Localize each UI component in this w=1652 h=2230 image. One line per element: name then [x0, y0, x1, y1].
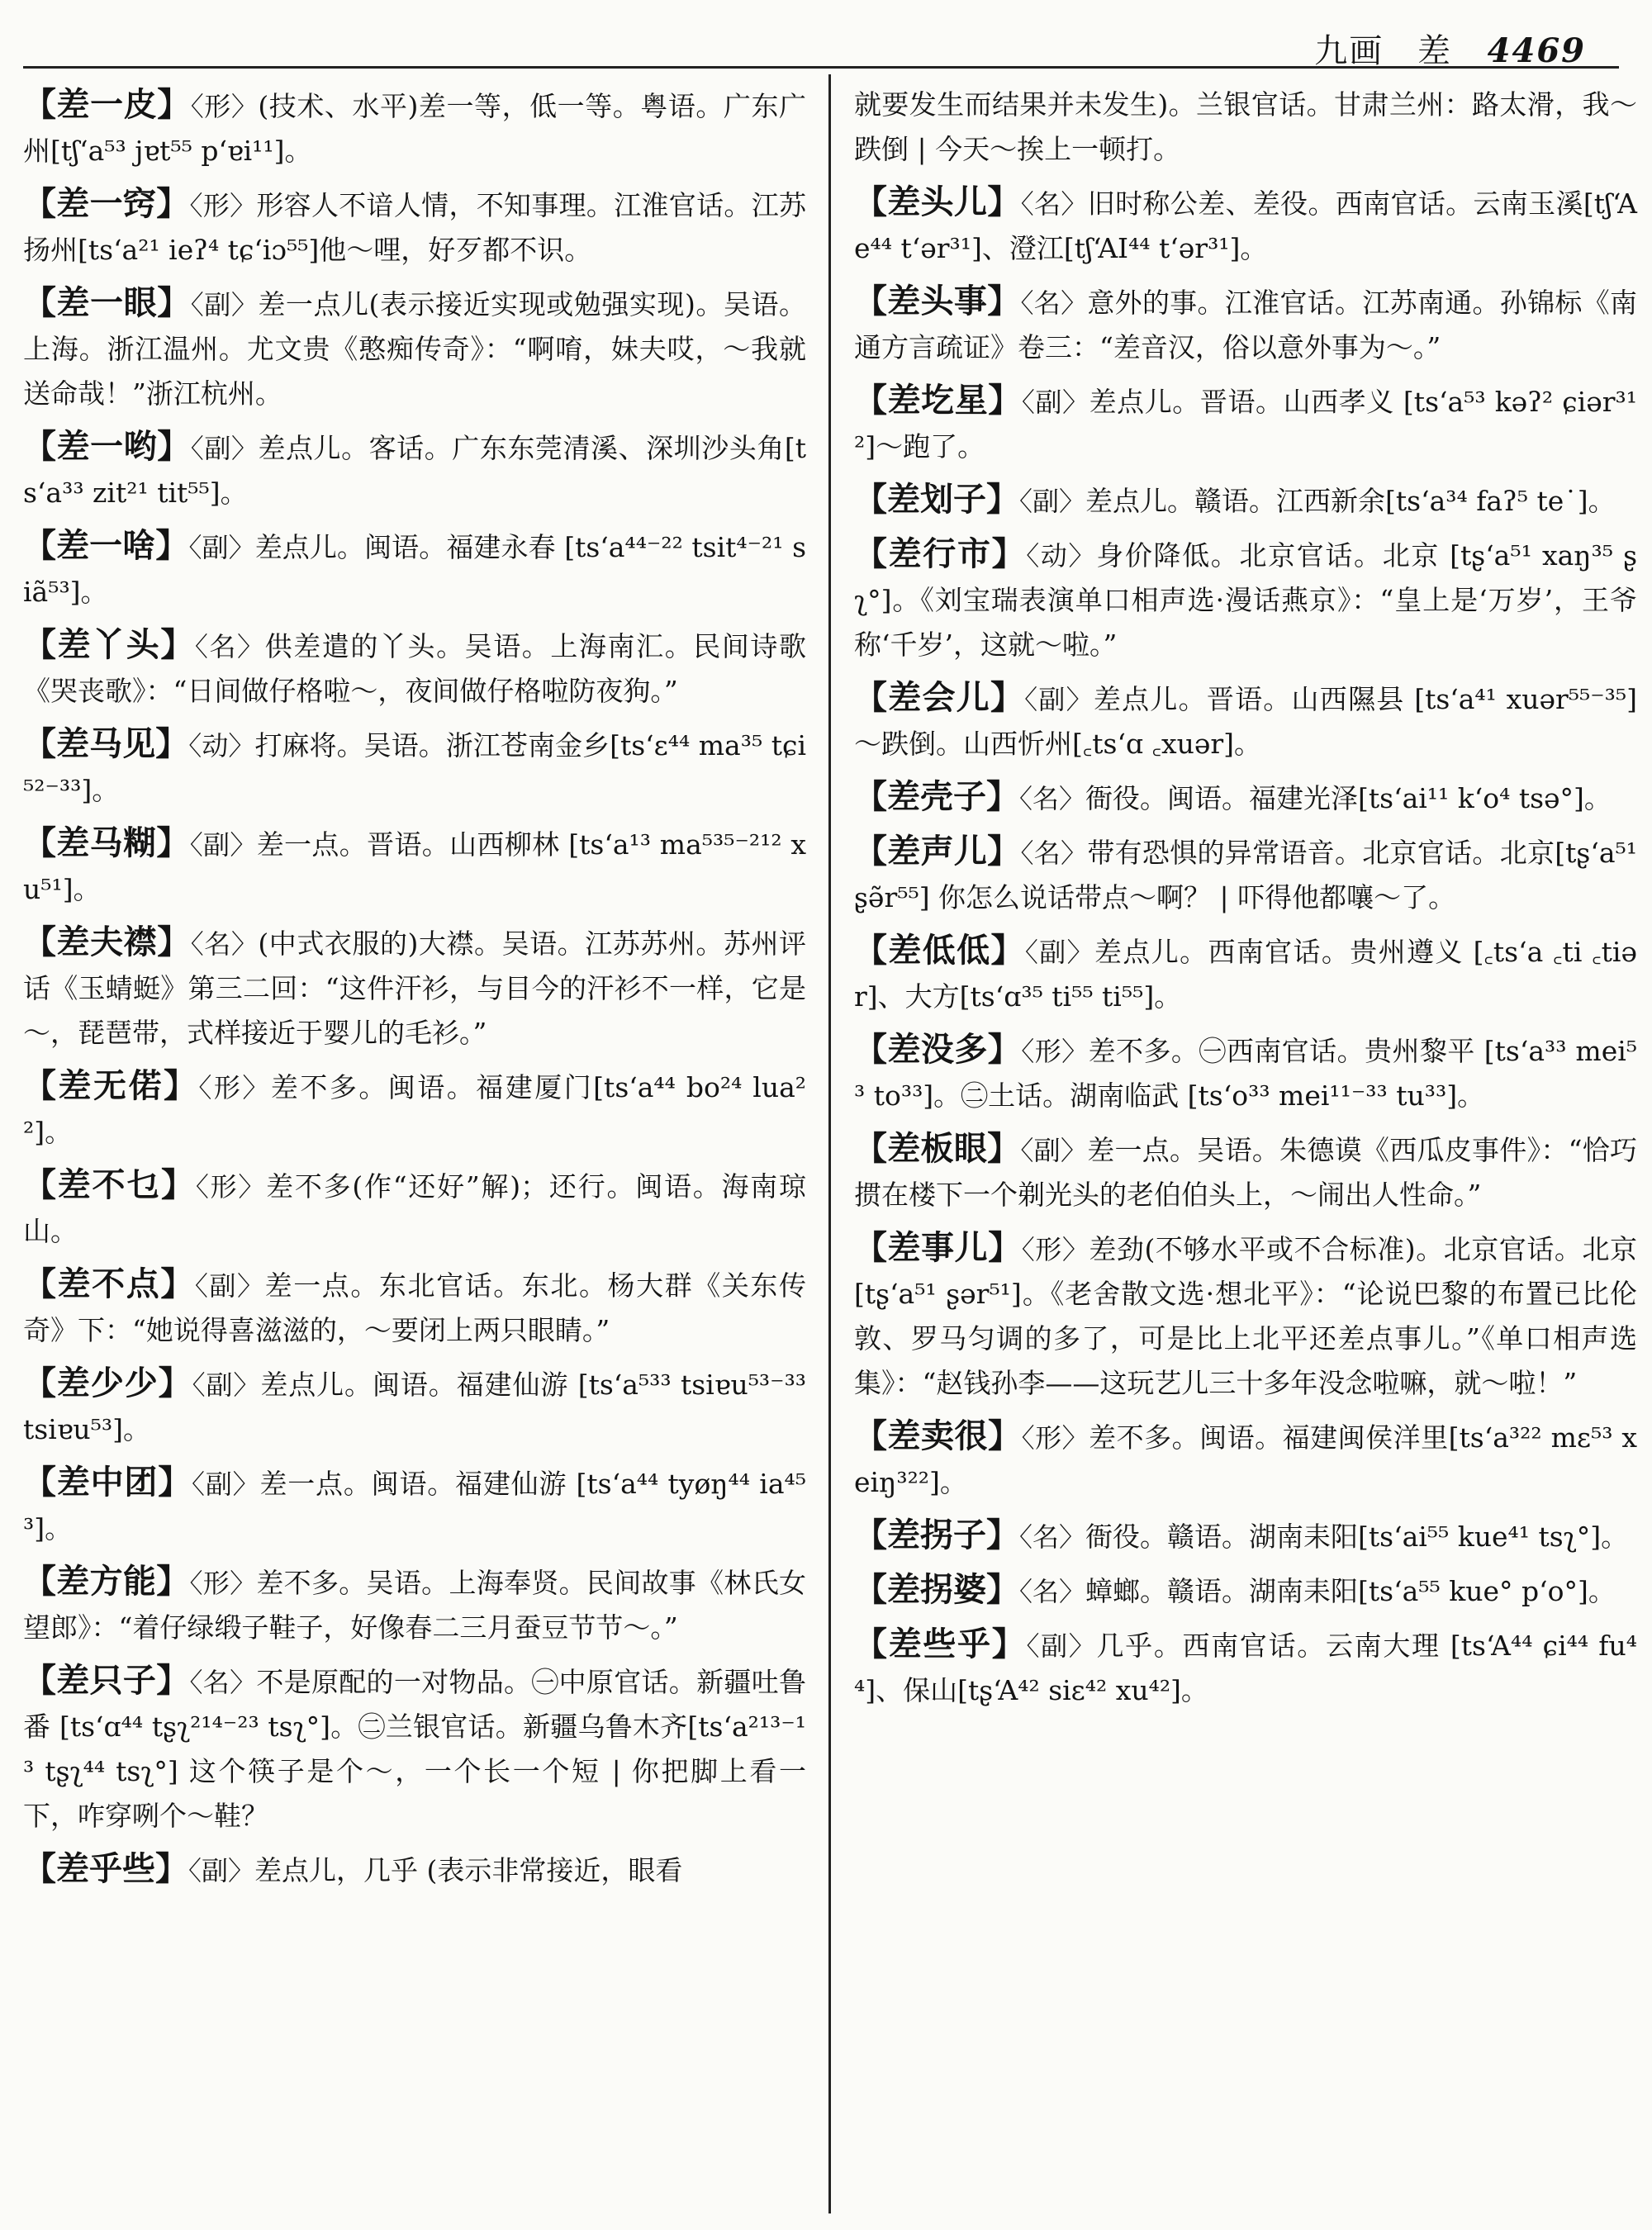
header-char: 差: [1417, 32, 1452, 70]
part-of-speech: 〈副〉: [192, 1369, 261, 1401]
entry-definition: 差不多(作“还好”解)；还行。闽语。海南琼山。: [23, 1170, 806, 1247]
dictionary-entry: [23, 1658, 806, 1839]
entry-definition: 差点儿。闽语。福建仙游 [ts‘a⁵³³ tsiɐu⁵³⁻³³ tsiɐu⁵³]。: [23, 1369, 807, 1445]
bracket-open: 【: [854, 931, 889, 970]
part-of-speech: 〈副〉: [1024, 684, 1094, 715]
entry-headword: 差一哟: [56, 427, 158, 466]
entry-definition: 几乎。西南官话。云南大理 [ts‘A⁴⁴ ɕi⁴⁴ fu⁴⁴]、保山[tʂ‘A⁴² siɛ⁴² xu⁴²]。: [854, 1630, 1638, 1706]
bracket-close: 】: [160, 625, 195, 664]
bracket-close: 】: [155, 1849, 188, 1888]
entry-headword: 差没多: [887, 1030, 988, 1069]
entry-headword: 差头事: [887, 282, 988, 320]
part-of-speech: 〈形〉: [1021, 1234, 1089, 1265]
bracket-open: 【: [854, 1625, 889, 1663]
entry-headword: 差壳子: [887, 777, 986, 816]
bracket-open: 【: [23, 1264, 58, 1303]
entry-definition: 差不多。闽语。福建厦门[ts‘a⁴⁴ bo²⁴ lua²²]。: [23, 1071, 806, 1148]
bracket-open: 【: [854, 282, 888, 320]
part-of-speech: 〈副〉: [1026, 1630, 1097, 1662]
part-of-speech: 〈形〉: [1021, 1422, 1089, 1454]
entry-definition: 差点儿。西南官话。贵州遵义 [꜀ts‘a ꜀ti ꜀tiər]、大方[ts‘ɑ³⁵ ti⁵⁵ ti⁵⁵]。: [854, 936, 1637, 1013]
bracket-close: 】: [157, 923, 191, 961]
part-of-speech: 〈副〉: [1019, 486, 1086, 517]
dictionary-entry: [23, 1460, 806, 1551]
entry-headword: 差只子: [56, 1661, 157, 1700]
bracket-close: 】: [158, 1364, 192, 1402]
bracket-close: 】: [155, 526, 189, 565]
dictionary-entry: [23, 623, 806, 714]
bracket-open: 【: [23, 724, 57, 763]
bracket-open: 【: [854, 1516, 887, 1554]
dictionary-entry: [23, 281, 806, 416]
dictionary-entry: [23, 83, 806, 173]
bracket-open: 【: [23, 1562, 57, 1601]
entry-headword: 差拐子: [887, 1516, 986, 1554]
entry-definition: 差劲(不够水平或不合标准)。北京官话。北京[tʂ‘a⁵¹ ʂər⁵¹]。《老舍散文选·想北平》：“论说巴黎的布置已比伦敦、罗马匀调的多了，可是比上北平还差点事儿。”《单口相声选集》：“赵钱孙李——这玩艺儿三十多年没念啦嘛，就～啦！”: [854, 1233, 1638, 1399]
part-of-speech: 〈形〉: [1021, 1036, 1089, 1067]
bracket-open: 【: [23, 427, 57, 466]
bracket-open: 【: [23, 1364, 57, 1402]
dictionary-entry: [854, 83, 1637, 172]
bracket-open: 【: [854, 1129, 888, 1168]
entry-definition: 衙役。闽语。福建光泽[ts‘ai¹¹ k‘o⁴ tsə°]。: [1085, 782, 1612, 814]
right-column: [854, 83, 1637, 1721]
bracket-open: 【: [23, 1165, 58, 1204]
entry-headword: 差丫头: [57, 625, 161, 664]
dictionary-entry: [23, 1559, 806, 1650]
part-of-speech: 〈名〉: [1020, 837, 1088, 869]
part-of-speech: 〈副〉: [1021, 387, 1089, 418]
entry-headword: 差拐婆: [887, 1570, 986, 1609]
entry-headword: 差头儿: [887, 183, 988, 221]
part-of-speech: 〈名〉: [1020, 188, 1088, 220]
entry-headword: 差一皮: [56, 85, 158, 124]
column-divider: [828, 74, 831, 2213]
entry-headword: 差不点: [57, 1264, 161, 1303]
bracket-open: 【: [23, 1463, 57, 1502]
entry-headword: 差声儿: [887, 832, 988, 871]
entry-definition: 身价降低。北京官话。北京 [tʂ‘a⁵¹ xaŋ³⁵ ʂʅ°]。《刘宝瑞表演单口相声选·漫话燕京》：“皇上是‘万岁’，王爷称‘千岁’，这就～啦。”: [854, 539, 1638, 661]
entry-definition: 差点儿。客话。广东东莞清溪、深圳沙头角[ts‘a³³ zit²¹ tit⁵⁵]。: [23, 432, 807, 509]
bracket-close: 】: [988, 1228, 1022, 1267]
dictionary-entry: [854, 1127, 1637, 1217]
bracket-close: 】: [986, 777, 1019, 816]
bracket-open: 【: [854, 1416, 888, 1455]
bracket-close: 】: [156, 1661, 190, 1700]
bracket-close: 】: [157, 85, 191, 124]
entry-definition: 差一点。闽语。福建仙游 [ts‘a⁴⁴ tyøŋ⁴⁴ ia⁴⁵³]。: [23, 1468, 806, 1544]
entry-headword: 差行市: [888, 534, 992, 573]
entry-headword: 差乎些: [56, 1849, 155, 1888]
entry-definition: 蟑螂。赣语。湖南耒阳[ts‘a⁵⁵ kue° p‘o°]。: [1085, 1575, 1616, 1607]
bracket-open: 【: [23, 625, 58, 664]
entry-headword: 差卖很: [887, 1416, 989, 1455]
dictionary-entry: [854, 1414, 1637, 1505]
dictionary-entry: [23, 1064, 806, 1155]
dictionary-entry: [23, 425, 806, 515]
part-of-speech: 〈副〉: [188, 532, 255, 563]
left-column: [23, 83, 806, 1901]
entry-headword: 差马糊: [56, 823, 157, 862]
entry-headword: 差划子: [887, 480, 986, 519]
part-of-speech: 〈副〉: [194, 1270, 265, 1302]
bracket-close: 】: [990, 931, 1025, 970]
part-of-speech: 〈副〉: [1020, 1135, 1088, 1166]
entry-definition: (技术、水平)差一等，低一等。粤语。广东广州[tʃ‘a⁵³ jɐt⁵⁵ p‘ɐi¹¹]。: [23, 90, 807, 167]
part-of-speech: 〈副〉: [190, 433, 259, 464]
bracket-open: 【: [854, 183, 888, 221]
entry-headword: 差板眼: [887, 1129, 988, 1168]
bracket-close: 】: [156, 823, 190, 862]
bracket-close: 】: [157, 427, 191, 466]
entry-headword: 差事儿: [887, 1228, 989, 1267]
part-of-speech: 〈形〉: [190, 91, 259, 122]
entry-definition: 差一点。晋语。山西柳林 [ts‘a¹³ ma⁵³⁵⁻²¹² xu⁵¹]。: [23, 828, 806, 905]
bracket-open: 【: [23, 923, 57, 961]
entry-headword: 差夫襟: [56, 923, 158, 961]
entry-definition: 衙役。赣语。湖南耒阳[ts‘ai⁵⁵ kue⁴¹ tsʅ°]。: [1085, 1521, 1629, 1553]
entry-definition: 差点儿。赣语。江西新余[ts‘a³⁴ faʔ⁵ te˙]。: [1085, 485, 1616, 517]
bracket-close: 】: [156, 184, 190, 223]
part-of-speech: 〈副〉: [188, 1855, 255, 1886]
bracket-open: 【: [854, 480, 887, 519]
bracket-close: 】: [987, 183, 1021, 221]
bracket-open: 【: [23, 1849, 56, 1888]
entry-definition: 旧时称公差、差役。西南官话。云南玉溪[tʃ‘Ae⁴⁴ t‘ər³¹]、澄江[tʃ‘AI⁴⁴ t‘ər³¹]。: [854, 187, 1638, 264]
dictionary-entry: [23, 1361, 806, 1452]
bracket-open: 【: [23, 85, 57, 124]
part-of-speech: 〈副〉: [189, 829, 257, 861]
page-header: [23, 18, 1619, 69]
dictionary-entry: [854, 928, 1637, 1019]
bracket-close: 】: [987, 282, 1021, 320]
bracket-close: 】: [991, 1625, 1027, 1663]
dictionary-entry: [854, 279, 1637, 370]
bracket-open: 【: [23, 823, 57, 862]
entry-definition: 就要发生而结果并未发生)。兰银官话。甘肃兰州：路太滑，我～跌倒 | 今天～挨上一顿打。: [854, 88, 1637, 165]
bracket-open: 【: [854, 1570, 887, 1609]
part-of-speech: 〈名〉: [189, 1667, 257, 1698]
dictionary-entry: [854, 829, 1637, 920]
part-of-speech: 〈名〉: [1019, 1576, 1086, 1607]
entry-definition: 不是原配的一对物品。㊀中原官话。新疆吐鲁番 [ts‘ɑ⁴⁴ tʂʅ²¹⁴⁻²³ tsʅ°]。㊁兰银官话。新疆乌鲁木齐[ts‘a²¹³⁻¹³ tʂʅ⁴⁴ tsʅ°] 这个筷子是个～，一个长一个短 | 你把脚上看一下，咋穿咧个～鞋？: [23, 1666, 806, 1832]
bracket-close: 】: [987, 1030, 1022, 1069]
dictionary-entry: [854, 676, 1637, 766]
entry-definition: 意外的事。江淮官话。江苏南通。孙锦标《南通方言疏证》卷三：“差音汉，俗以意外事为～。”: [854, 287, 1637, 363]
bracket-close: 】: [161, 1165, 196, 1204]
bracket-open: 【: [23, 184, 57, 223]
bracket-close: 】: [988, 1416, 1022, 1455]
dictionary-entry: [854, 775, 1637, 821]
entry-definition: 差不多。闽语。福建闽侯洋里[ts‘a³²² mɛ⁵³ xeiŋ³²²]。: [854, 1421, 1638, 1498]
bracket-open: 【: [854, 777, 887, 816]
entry-headword: 差少少: [56, 1364, 159, 1402]
bracket-open: 【: [854, 381, 888, 420]
bracket-close: 】: [158, 1463, 192, 1502]
bracket-open: 【: [854, 832, 888, 871]
dictionary-entry: [23, 821, 806, 912]
part-of-speech: 〈副〉: [1024, 937, 1094, 968]
dictionary-entry: [854, 532, 1637, 667]
part-of-speech: 〈名〉: [1019, 1521, 1086, 1553]
dictionary-entry: [854, 1568, 1637, 1614]
bracket-close: 】: [160, 1264, 195, 1303]
dictionary-entry: [854, 1513, 1637, 1559]
entry-headword: 差不乜: [57, 1165, 162, 1204]
entry-headword: 差中团: [56, 1463, 159, 1502]
entry-headword: 差马见: [56, 724, 156, 763]
dictionary-entry: [854, 1622, 1637, 1713]
bracket-close: 】: [986, 480, 1019, 519]
entry-definition: 供差遣的丫头。吴语。上海南汇。民间诗歌《哭丧歌》：“日间做仔格啦～，夜间做仔格啦防夜狗。”: [23, 630, 806, 707]
bracket-open: 【: [854, 1228, 888, 1267]
entry-headword: 差一窍: [56, 184, 157, 223]
bracket-close: 】: [157, 283, 191, 322]
header-section: 九画: [1314, 32, 1384, 70]
dictionary-entry: [854, 1226, 1637, 1406]
part-of-speech: 〈副〉: [192, 1468, 260, 1500]
part-of-speech: 〈动〉: [188, 730, 255, 762]
dictionary-entry: [23, 524, 806, 614]
bracket-open: 【: [854, 1030, 888, 1069]
dictionary-entry: [854, 477, 1637, 524]
dictionary-entry: [23, 1262, 806, 1353]
entry-headword: 差方能: [56, 1562, 157, 1601]
entry-definition: 差点儿。晋语。山西孝义 [ts‘a⁵³ kəʔ² ɕiər³¹²]～跑了。: [854, 386, 1637, 463]
bracket-close: 】: [987, 832, 1021, 871]
bracket-close: 】: [986, 1570, 1019, 1609]
part-of-speech: 〈形〉: [189, 1568, 257, 1599]
dictionary-entry: [23, 182, 806, 273]
part-of-speech: 〈形〉: [198, 1072, 271, 1103]
bracket-open: 【: [23, 526, 57, 565]
dictionary-entry: [23, 1163, 806, 1254]
entry-headword: 差圪星: [887, 381, 989, 420]
entry-headword: 差会儿: [888, 678, 990, 717]
bracket-open: 【: [854, 678, 889, 717]
bracket-open: 【: [23, 1661, 57, 1700]
dictionary-entry: [854, 180, 1637, 271]
part-of-speech: 〈名〉: [1019, 783, 1086, 814]
entry-definition: 差一点儿(表示接近实现或勉强实现)。吴语。上海。浙江温州。尤文贵《憨痴传奇》：“啊唷，妹夫哎，～我就送命哉！”浙江杭州。: [23, 288, 807, 410]
entry-headword: 差一啥: [56, 526, 156, 565]
bracket-open: 【: [23, 283, 57, 322]
dictionary-entry: [23, 1847, 806, 1893]
dictionary-entry: [854, 1027, 1637, 1118]
part-of-speech: 〈名〉: [190, 928, 259, 960]
dictionary-entry: [23, 920, 806, 1056]
header-text: [1314, 25, 1586, 72]
entry-definition: 差点儿。闽语。福建永春 [ts‘a⁴⁴⁻²² tsit⁴⁻²¹ siã⁵³]。: [23, 531, 807, 608]
entry-definition: 差一点。吴语。朱德谟《西瓜皮事件》：“恰巧掼在楼下一个剃光头的老伯伯头上，～闹出人性命。”: [854, 1134, 1638, 1211]
bracket-close: 】: [986, 1516, 1019, 1554]
entry-definition: 差点儿，几乎 (表示非常接近，眼看: [254, 1854, 683, 1886]
bracket-close: 】: [990, 678, 1025, 717]
part-of-speech: 〈副〉: [190, 289, 259, 320]
entry-definition: (中式衣服的)大襟。吴语。江苏苏州。苏州评话《玉蜻蜓》第三二回：“这件汗衫，与目今的汗衫不一样，它是～，琵琶带，式样接近于婴儿的毛衫。”: [23, 928, 807, 1049]
bracket-open: 【: [23, 1066, 59, 1105]
entry-headword: 差无偌: [58, 1066, 164, 1105]
dictionary-entry: [23, 722, 806, 813]
bracket-close: 】: [156, 1562, 190, 1601]
entry-definition: 差不多。吴语。上海奉贤。民间故事《林氏女望郎》：“着仔绿缎子鞋子，好像春二三月蚕豆节节～。”: [23, 1567, 806, 1644]
bracket-close: 】: [163, 1066, 199, 1105]
part-of-speech: 〈形〉: [189, 190, 257, 221]
entry-definition: 打麻将。吴语。浙江苍南金乡[ts‘ɛ⁴⁴ ma³⁵ tɕi⁵²⁻³³]。: [23, 729, 807, 806]
part-of-speech: 〈形〉: [195, 1171, 267, 1203]
bracket-close: 】: [155, 724, 189, 763]
entry-headword: 差低低: [888, 931, 991, 970]
bracket-close: 】: [987, 1129, 1021, 1168]
bracket-close: 】: [991, 534, 1027, 573]
entry-definition: 形容人不谙人情，不知事理。江淮官话。江苏扬州[ts‘a²¹ ieʔ⁴ tɕ‘iɔ⁵⁵]他～哩，好歹都不识。: [23, 189, 806, 266]
part-of-speech: 〈名〉: [1020, 287, 1088, 319]
bracket-open: 【: [854, 534, 889, 573]
part-of-speech: 〈动〉: [1026, 540, 1097, 572]
part-of-speech: 〈名〉: [194, 631, 265, 662]
entry-definition: 差点儿。晋语。山西隰县 [ts‘a⁴¹ xuər⁵⁵⁻³⁵]～跌倒。山西忻州[꜀ts‘ɑ ꜀xuər]。: [854, 683, 1637, 760]
entry-definition: 带有恐惧的异常语音。北京官话。北京[tʂ‘a⁵¹ ʂə̃r⁵⁵] 你怎么说话带点～啊？ | 吓得他都嚷～了。: [854, 837, 1637, 913]
bracket-close: 】: [988, 381, 1022, 420]
entry-definition: 差一点。东北官话。东北。杨大群《关东传奇》下：“她说得喜滋滋的，～要闭上两只眼睛。”: [23, 1269, 806, 1346]
entry-definition: 差不多。㊀西南官话。贵州黎平 [ts‘a³³ mei⁵³ to³³]。㊁土话。湖南临武 [ts‘o³³ mei¹¹⁻³³ tu³³]。: [854, 1035, 1638, 1112]
page-number: 4469: [1487, 31, 1586, 70]
dictionary-entry: [854, 378, 1637, 469]
entry-headword: 差一眼: [56, 283, 158, 322]
entry-headword: 差些乎: [888, 1625, 992, 1663]
